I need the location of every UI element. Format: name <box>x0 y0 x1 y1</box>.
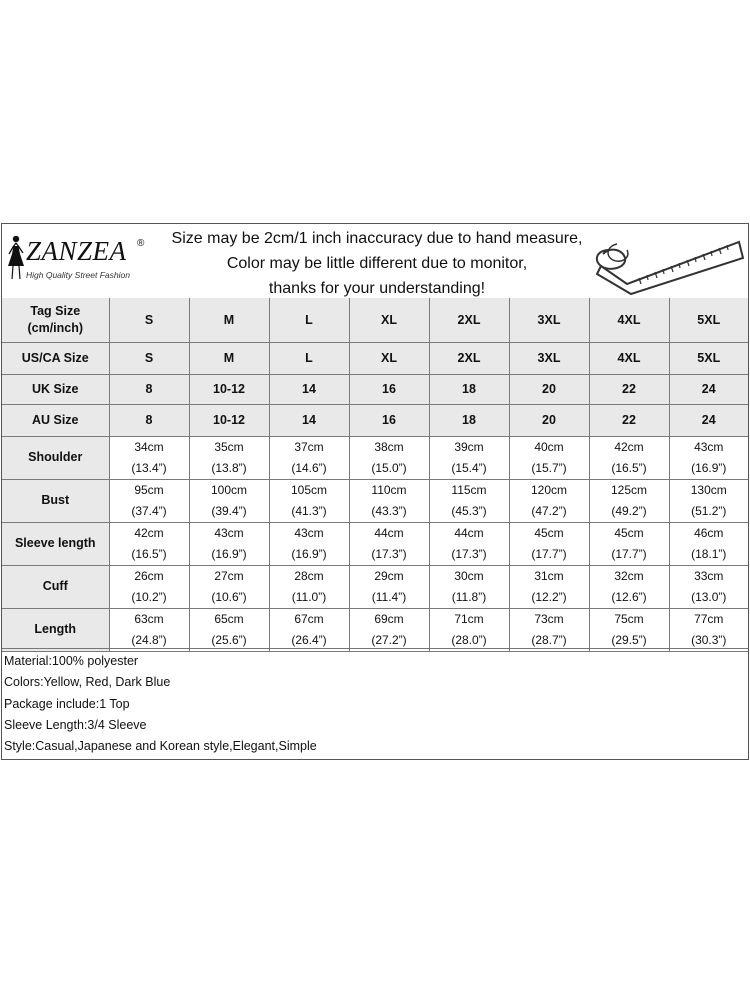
cm-value: 32cm <box>614 568 644 583</box>
brand-tagline: High Quality Street Fashion <box>26 270 130 280</box>
inch-value: (25.6”) <box>211 632 247 647</box>
row-label: US/CA Size <box>2 342 109 374</box>
cm-value: 63cm <box>134 611 164 626</box>
inch-value: (16.5”) <box>131 546 167 561</box>
size-cell: 14 <box>269 404 349 436</box>
measurement-row <box>2 436 748 479</box>
measurement-cell <box>429 608 509 651</box>
cm-value: 37cm <box>294 439 324 454</box>
size-cell: 2XL <box>429 298 509 342</box>
measurement-cell <box>509 436 589 479</box>
cm-value: 115cm <box>451 482 487 497</box>
measurement-cell <box>509 608 589 651</box>
inch-value: (17.7”) <box>531 546 567 561</box>
size-cell: 3XL <box>509 298 589 342</box>
measurement-cell <box>589 608 669 651</box>
size-cell: 4XL <box>589 298 669 342</box>
inch-value: (28.0”) <box>451 632 487 647</box>
measurement-cell <box>669 522 748 565</box>
inch-value: (11.0”) <box>291 589 327 604</box>
inch-value: (14.6”) <box>291 460 327 475</box>
cm-value: 120cm <box>530 482 568 497</box>
size-cell: 20 <box>509 374 589 404</box>
cm-value: 130cm <box>690 482 727 497</box>
cm-value: 67cm <box>294 611 324 626</box>
inch-value: (16.9”) <box>291 546 327 561</box>
inch-value: (11.4”) <box>371 589 407 604</box>
measurement-cell <box>349 479 429 522</box>
cm-value: 33cm <box>694 568 724 583</box>
inch-value: (18.1”) <box>691 546 727 561</box>
inch-value: (43.3”) <box>371 503 407 518</box>
inch-value: (10.6”) <box>211 589 247 604</box>
inch-value: (16.9”) <box>211 546 247 561</box>
size-cell: 5XL <box>669 342 748 374</box>
measurement-cell <box>589 479 669 522</box>
cm-value: 38cm <box>374 439 404 454</box>
cm-value: 42cm <box>134 525 164 540</box>
measurement-cell <box>669 608 748 651</box>
cm-value: 39cm <box>454 439 484 454</box>
inch-value: (37.4”) <box>131 503 167 518</box>
cm-value: 43cm <box>694 439 724 454</box>
row-label: Shoulder <box>2 436 109 479</box>
measurement-cell <box>349 436 429 479</box>
cm-value: 31cm <box>534 568 564 583</box>
info-sleeve-length: Sleeve Length:3/4 Sleeve <box>4 717 147 732</box>
cm-value: 29cm <box>374 568 404 583</box>
inch-value: (17.3”) <box>451 546 487 561</box>
row-label: Tag Size (cm/inch) <box>2 298 109 342</box>
row-label: UK Size <box>2 374 109 404</box>
measurement-cell <box>109 608 189 651</box>
inch-value: (12.2”) <box>531 589 567 604</box>
inch-value: (16.9”) <box>691 460 727 475</box>
measurement-cell <box>109 479 189 522</box>
size-cell: 22 <box>589 374 669 404</box>
registered-mark: ® <box>137 238 145 249</box>
measurement-cell <box>509 479 589 522</box>
chart-header <box>2 224 748 299</box>
size-cell: 4XL <box>589 342 669 374</box>
measurement-cell <box>109 565 189 608</box>
measurement-row <box>2 565 748 608</box>
measurement-cell <box>669 565 748 608</box>
cm-value: 40cm <box>534 439 564 454</box>
cm-value: 45cm <box>614 525 644 540</box>
measurement-cell <box>429 522 509 565</box>
size-cell: 20 <box>509 404 589 436</box>
size-header-row <box>2 298 748 342</box>
inch-value: (13.4”) <box>131 460 167 475</box>
size-cell: 14 <box>269 374 349 404</box>
size-cell: 22 <box>589 404 669 436</box>
cm-value: 73cm <box>534 611 564 626</box>
measurement-cell <box>349 522 429 565</box>
size-cell: 10-12 <box>189 374 269 404</box>
size-cell: 24 <box>669 374 748 404</box>
size-cell: L <box>269 298 349 342</box>
size-header-row <box>2 342 748 374</box>
size-header-row <box>2 374 748 404</box>
measurement-cell <box>429 565 509 608</box>
measurement-cell <box>269 608 349 651</box>
measurement-cell <box>269 436 349 479</box>
cm-value: 27cm <box>214 568 244 583</box>
cm-value: 46cm <box>694 525 724 540</box>
measurement-row <box>2 522 748 565</box>
inch-value: (16.5”) <box>611 460 647 475</box>
measurement-cell <box>189 522 269 565</box>
inch-value: (15.0”) <box>371 460 407 475</box>
cm-value: 45cm <box>534 525 564 540</box>
row-label: Length <box>2 608 109 651</box>
cm-value: 43cm <box>294 525 324 540</box>
inch-value: (49.2”) <box>611 503 647 518</box>
brand-name: ZANZEA <box>26 236 127 266</box>
inch-value: (17.3”) <box>371 546 407 561</box>
info-style: Style:Casual,Japanese and Korean style,Elegant,Simple <box>4 739 317 754</box>
measurement-cell <box>669 436 748 479</box>
inch-value: (13.0”) <box>691 589 727 604</box>
brand-logo <box>4 230 154 290</box>
cm-value: 35cm <box>214 439 244 454</box>
measurement-cell <box>269 565 349 608</box>
cm-value: 71cm <box>454 611 484 626</box>
size-cell: 18 <box>429 374 509 404</box>
cm-value: 69cm <box>374 611 404 626</box>
size-chart-sheet <box>1 223 749 760</box>
measurement-cell <box>269 522 349 565</box>
measurement-cell <box>269 479 349 522</box>
measurement-cell <box>189 479 269 522</box>
info-colors: Colors:Yellow, Red, Dark Blue <box>4 675 171 690</box>
inch-value: (12.6”) <box>611 589 647 604</box>
measurement-cell <box>509 565 589 608</box>
measurement-cell <box>589 436 669 479</box>
measuring-tape-icon <box>587 228 747 296</box>
measurement-cell <box>429 479 509 522</box>
inch-value: (29.5”) <box>611 632 647 647</box>
info-material: Material:100% polyester <box>4 654 139 668</box>
inch-value: (47.2”) <box>531 503 567 518</box>
size-cell: S <box>109 342 189 374</box>
cm-value: 44cm <box>374 525 404 540</box>
size-cell: 8 <box>109 374 189 404</box>
row-label: Bust <box>2 479 109 522</box>
measurement-cell <box>429 436 509 479</box>
size-header-row <box>2 404 748 436</box>
size-cell: 5XL <box>669 298 748 342</box>
inch-value: (15.4”) <box>451 460 487 475</box>
dress-figure-icon <box>4 234 28 282</box>
inch-value: (30.3”) <box>691 632 727 647</box>
row-label: Sleeve length <box>2 522 109 565</box>
cm-value: 42cm <box>614 439 644 454</box>
inch-value: (13.8”) <box>211 460 247 475</box>
size-cell: M <box>189 342 269 374</box>
size-cell: 3XL <box>509 342 589 374</box>
measurement-cell <box>189 565 269 608</box>
notice-line-1: Size may be 2cm/1 inch inaccuracy due to hand measure, <box>171 230 583 247</box>
inch-value: (51.2”) <box>691 503 727 518</box>
notice-line-3: thanks for your understanding! <box>268 280 486 297</box>
cm-value: 100cm <box>210 482 248 497</box>
inch-value: (26.4”) <box>291 632 327 647</box>
inch-value: (10.2”) <box>131 589 167 604</box>
size-cell: 8 <box>109 404 189 436</box>
size-cell: XL <box>349 342 429 374</box>
inch-value: (17.7”) <box>611 546 647 561</box>
inch-value: (11.8”) <box>451 589 487 604</box>
cm-value: 34cm <box>134 439 164 454</box>
cm-value: 125cm <box>610 482 648 497</box>
cm-value: 43cm <box>214 525 244 540</box>
measurement-cell <box>189 436 269 479</box>
inch-value: (27.2”) <box>371 632 407 647</box>
size-cell: 2XL <box>429 342 509 374</box>
measurement-row <box>2 608 748 651</box>
size-cell: 10-12 <box>189 404 269 436</box>
inch-value: (15.7”) <box>531 460 567 475</box>
size-cell: M <box>189 298 269 342</box>
size-cell: 16 <box>349 404 429 436</box>
inch-value: (39.4”) <box>211 503 247 518</box>
cm-value: 30cm <box>454 568 484 583</box>
size-cell: S <box>109 298 189 342</box>
cm-value: 75cm <box>614 611 644 626</box>
measurement-cell <box>509 522 589 565</box>
measurement-cell <box>589 565 669 608</box>
size-cell: XL <box>349 298 429 342</box>
cm-value: 28cm <box>294 568 324 583</box>
size-cell: 16 <box>349 374 429 404</box>
cm-value: 65cm <box>214 611 244 626</box>
measurement-cell <box>349 608 429 651</box>
cm-value: 26cm <box>134 568 164 583</box>
product-info <box>2 648 748 757</box>
measurement-notice <box>152 226 602 301</box>
cm-value: 44cm <box>454 525 484 540</box>
inch-value: (41.3”) <box>291 503 327 518</box>
measurement-cell <box>589 522 669 565</box>
notice-line-2: Color may be little different due to monitor, <box>226 255 528 272</box>
measurement-row <box>2 479 748 522</box>
info-package: Package include:1 Top <box>4 696 130 711</box>
measurement-cell <box>109 436 189 479</box>
size-table <box>2 298 748 652</box>
row-label: AU Size <box>2 404 109 436</box>
cm-value: 110cm <box>371 482 407 497</box>
inch-value: (28.7”) <box>531 632 567 647</box>
size-cell: 18 <box>429 404 509 436</box>
inch-value: (45.3”) <box>451 503 487 518</box>
cm-value: 95cm <box>134 482 164 497</box>
measurement-cell <box>189 608 269 651</box>
size-cell: 24 <box>669 404 748 436</box>
inch-value: (24.8”) <box>131 632 167 647</box>
measurement-cell <box>669 479 748 522</box>
cm-value: 105cm <box>290 482 328 497</box>
measurement-cell <box>109 522 189 565</box>
size-cell: L <box>269 342 349 374</box>
row-label: Cuff <box>2 565 109 608</box>
measurement-cell <box>349 565 429 608</box>
cm-value: 77cm <box>694 611 724 626</box>
